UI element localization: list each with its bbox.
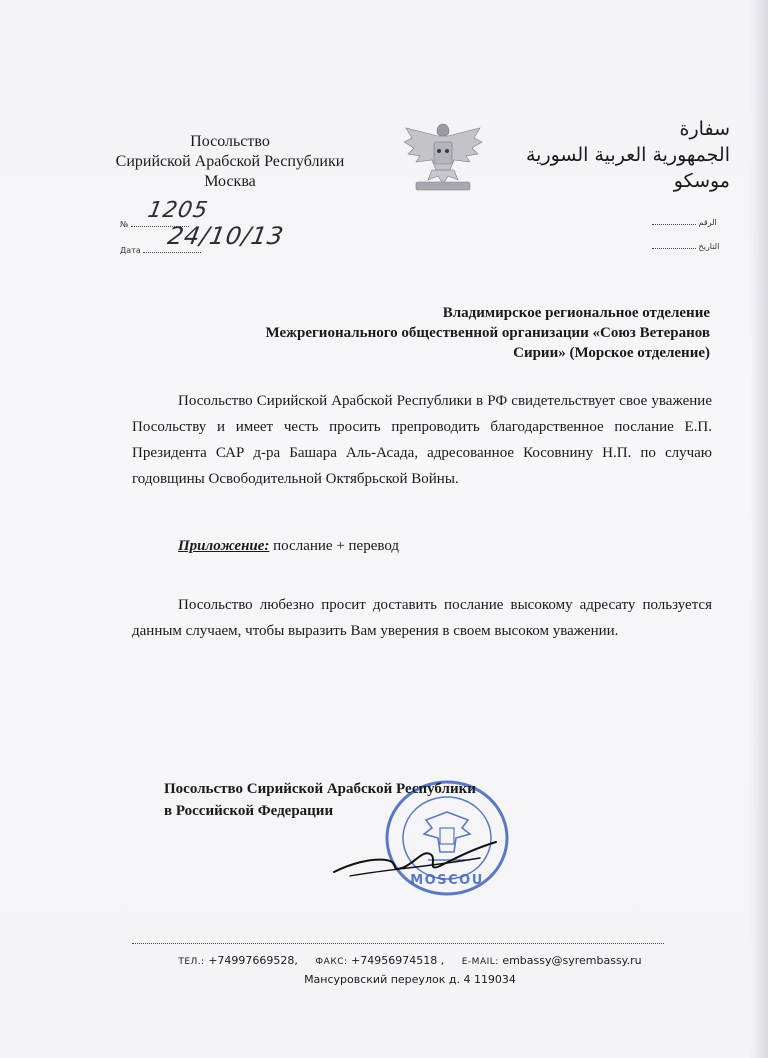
footer-contacts-line: ТЕЛ.: +74997669528, ФАКС: +74956974518 , E-MAIL: embassy@syrembassy.ru — [178, 954, 642, 967]
signature-block — [164, 778, 544, 822]
footer-email: embassy@syrembassy.ru — [502, 954, 642, 967]
recipient-block — [150, 303, 710, 363]
recipient-line-3: Сирии» (Морское отделение) — [513, 345, 710, 361]
body-paragraph-2: Посольство любезно просит доставить послание высокому адресату пользуется данным случаем, чтобы выразить Вам уверения в своем высоком уважении. — [132, 597, 712, 639]
header-ar-line-2: الجمهورية العربية السورية — [525, 144, 730, 166]
ref-number-handwritten: 1205 — [145, 198, 211, 223]
seal-text: MOSCOU — [410, 873, 484, 888]
ref-ar-number-row — [652, 218, 717, 227]
ref-ar-number-dots — [652, 224, 696, 225]
recipient-line-2: Межрегионального общественной организации «Союз Ветеранов — [265, 325, 710, 341]
footer-divider — [132, 943, 664, 944]
footer-fax-label: ФАКС: — [315, 957, 348, 967]
header-arabic — [520, 116, 730, 194]
footer-tel: +74997669528, — [208, 954, 298, 967]
handwritten-signature — [330, 828, 500, 884]
footer-tel-label: ТЕЛ.: — [178, 957, 205, 967]
ref-number-label: № — [120, 220, 129, 229]
signature-line-2: в Российской Федерации — [164, 803, 334, 819]
ref-date-dots — [143, 252, 201, 253]
paper-edge-shadow — [750, 0, 768, 1058]
ref-date-handwritten: 24/10/13 — [165, 222, 287, 250]
footer-email-label: E-MAIL: — [461, 957, 499, 967]
ref-ar-date-dots — [652, 248, 696, 249]
ref-ar-number-label: الرقم — [698, 218, 717, 227]
header-ru-line-2: Сирийской Арабской Республики — [115, 153, 345, 170]
header-ar-line-1: سفارة — [679, 118, 730, 140]
header-ru-line-3: Москва — [204, 173, 256, 190]
annex-line — [178, 538, 399, 555]
body-paragraph-1: Посольство Сирийской Арабской Республики в РФ свидетельствует свое уважение Посольству и имеет честь просить препроводить благодарственное послание Е.П. Президента САР д-ра Башара Аль-Асада, адресованное Косовнину Н.П. по случаю годовщины Освободительной Октябрьской Войны. — [132, 393, 712, 487]
header-russian — [100, 132, 360, 192]
footer-address: Мансуровский переулок д. 4 119034 — [304, 973, 516, 986]
signature-line-1: Посольство Сирийской Арабской Республики — [164, 781, 476, 797]
ref-date-label: Дата — [120, 246, 141, 255]
annex-label: Приложение: — [178, 538, 270, 554]
coat-of-arms-emblem — [402, 118, 484, 194]
footer-contacts — [160, 952, 660, 989]
annex-text: послание + перевод — [269, 538, 400, 554]
header-ar-line-3: موسكو — [673, 170, 730, 192]
recipient-line-1: Владимирское региональное отделение — [442, 305, 710, 321]
ref-ar-date-label: التاريخ — [698, 242, 720, 251]
header-ru-line-1: Посольство — [190, 133, 270, 150]
ref-ar-date-row — [652, 242, 719, 251]
footer-fax: +74956974518 — [351, 954, 438, 967]
